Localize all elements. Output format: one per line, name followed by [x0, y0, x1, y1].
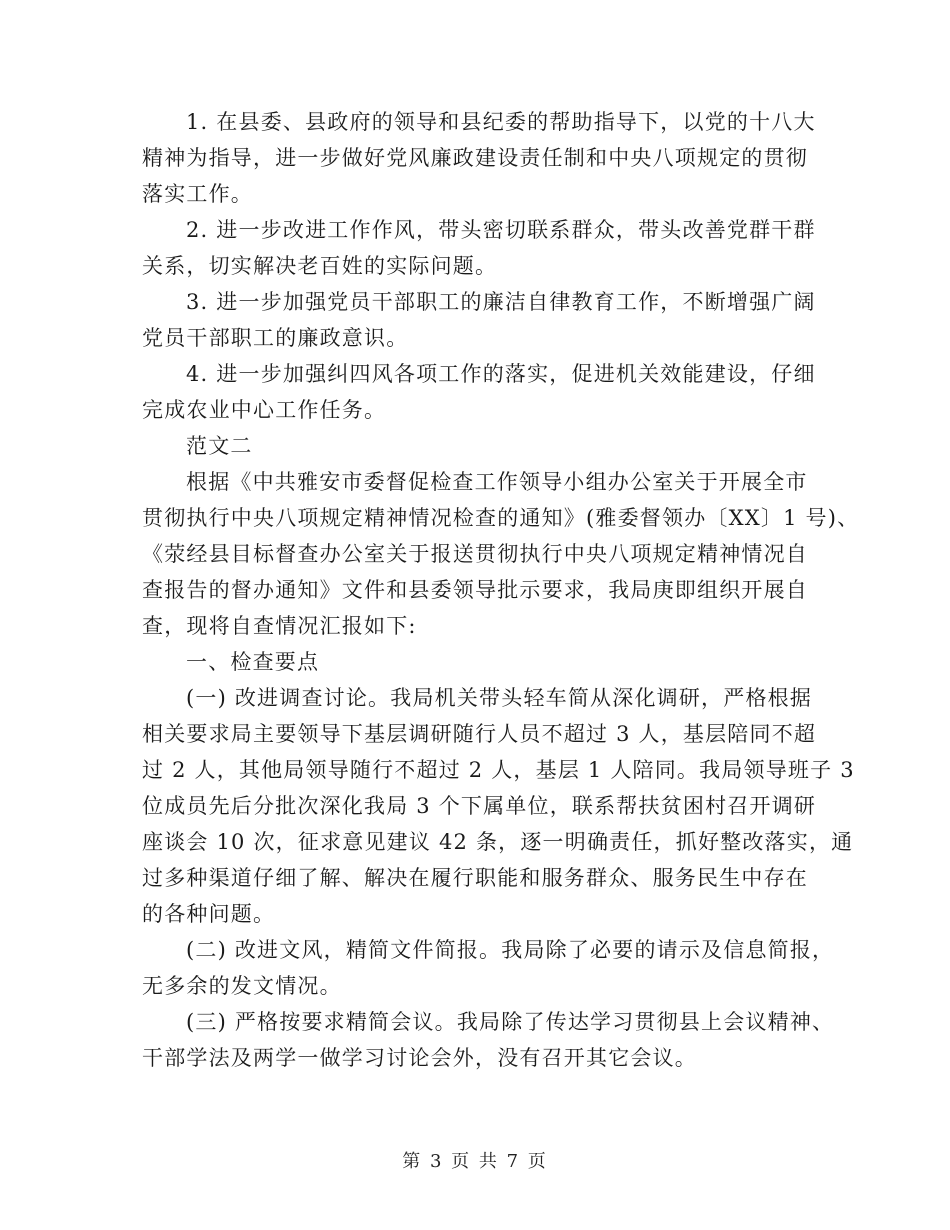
text-line: 《荥经县目标督查办公室关于报送贯彻执行中央八项规定精神情况自 — [142, 542, 808, 566]
text-line: 落实工作。 — [142, 182, 253, 206]
text-line: 座谈会 10 次，征求意见建议 42 条，逐一明确责任，抓好整改落实，通 — [142, 830, 854, 854]
text-line: 位成员先后分批次深化我局 3 个下属单位，联系帮扶贫困村召开调研 — [142, 794, 817, 818]
paragraph-sub-1 — [142, 680, 855, 932]
page-number-footer: 第 3 页 共 7 页 — [402, 1151, 548, 1172]
text-line: 查报告的督办通知》文件和县委领导批示要求，我局庚即组织开展自 — [142, 578, 808, 602]
document-body — [142, 104, 860, 1076]
text-line: 2. 进一步改进工作作风，带头密切联系群众，带头改善党群干群 — [186, 218, 816, 242]
text-line: 党员干部职工的廉政意识。 — [142, 326, 409, 350]
text-line: 关系，切实解决老百姓的实际问题。 — [142, 254, 498, 278]
text-line: 4. 进一步加强纠四风各项工作的落实，促进机关效能建设，仔细 — [186, 362, 816, 386]
text-line: 查，现将自查情况汇报如下: — [142, 614, 417, 638]
text-line: 精神为指导，进一步做好党风廉政建设责任制和中央八项规定的贯彻 — [142, 146, 808, 170]
section-heading-check-points — [142, 644, 822, 680]
text-line: 一、检查要点 — [186, 650, 320, 674]
text-line: (三) 严格按要求精简会议。我局除了传达学习贯彻县上会议精神、 — [186, 1010, 835, 1034]
paragraph-sub-2 — [142, 932, 835, 1004]
text-line: 范文二 — [186, 434, 253, 458]
paragraph-item-3 — [142, 284, 822, 356]
text-line: 1. 在县委、县政府的领导和县纪委的帮助指导下，以党的十八大 — [186, 110, 816, 134]
paragraph-item-2 — [142, 212, 822, 284]
paragraph-item-4 — [142, 356, 822, 428]
text-line: 完成农业中心工作任务。 — [142, 398, 387, 422]
paragraph-item-1 — [142, 104, 822, 212]
paragraph-sub-3 — [142, 1004, 835, 1076]
text-line: 过多种渠道仔细了解、解决在履行职能和服务群众、服务民生中存在 — [142, 866, 808, 890]
paragraph-intro — [142, 464, 860, 644]
text-line: (二) 改进文风，精简文件简报。我局除了必要的请示及信息简报， — [186, 938, 835, 962]
text-line: 贯彻执行中央八项规定精神情况检查的通知》(雅委督领办〔XX〕1 号)、 — [142, 506, 860, 530]
text-line: 过 2 人，其他局领导随行不超过 2 人，基层 1 人陪同。我局领导班子 3 — [142, 758, 855, 782]
text-line: 相关要求局主要领导下基层调研随行人员不超过 3 人，基层陪同不超 — [142, 722, 817, 746]
text-line: 干部学法及两学一做学习讨论会外，没有召开其它会议。 — [142, 1046, 697, 1070]
section-heading-fanwen-2 — [142, 428, 822, 464]
text-line: (一) 改进调查讨论。我局机关带头轻车简从深化调研，严格根据 — [186, 686, 813, 710]
text-line: 无多余的发文情况。 — [142, 974, 342, 998]
text-line: 的各种问题。 — [142, 902, 276, 926]
text-line: 3. 进一步加强党员干部职工的廉洁自律教育工作，不断增强广阔 — [186, 290, 816, 314]
text-line: 根据《中共雅安市委督促检查工作领导小组办公室关于开展全市 — [186, 470, 808, 494]
